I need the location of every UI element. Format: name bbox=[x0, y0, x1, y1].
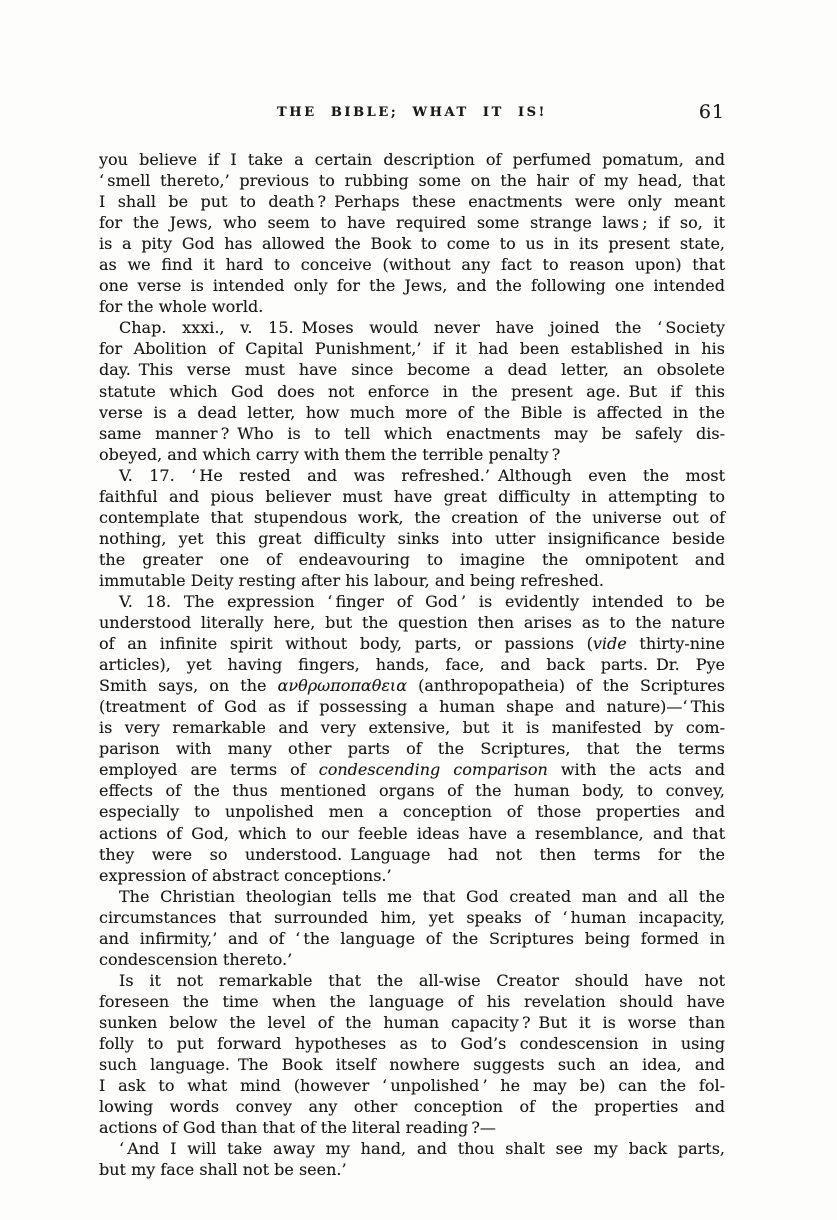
text-line: foreseen the time when the language of his revelation should have bbox=[99, 991, 725, 1011]
text-line: one verse is intended only for the Jews, and the following one intended bbox=[99, 276, 725, 296]
text-line: Chap. xxxi., v. 15. Moses would never have joined the ‘ Society bbox=[119, 318, 725, 338]
text-line: effects of the thus mentioned organs of the human body, to convey, bbox=[99, 781, 725, 801]
text-line: I shall be put to death ? Perhaps these enactments were only meant bbox=[99, 192, 725, 212]
text-line: I ask to what mind (however ‘ unpolished ’ he may be) can the fol- bbox=[99, 1076, 725, 1096]
text-line: they were so understood. Language had not then terms for the bbox=[99, 844, 725, 864]
paragraph bbox=[99, 317, 725, 464]
text-line: such language. The Book itself nowhere suggests such an idea, and bbox=[99, 1055, 725, 1075]
text-line: ‘ And I will take away my hand, and thou shalt see my back parts, bbox=[119, 1139, 725, 1159]
text-line: sunken below the level of the human capacity ? But it is worse than bbox=[99, 1012, 725, 1032]
page-number: 61 bbox=[698, 101, 725, 123]
text-line: articles), yet having fingers, hands, face, and back parts. Dr. Pye bbox=[99, 655, 725, 675]
text-line: but my face shall not be seen.’ bbox=[99, 1160, 347, 1180]
text-line: ‘ smell thereto,’ previous to rubbing some on the hair of my head, that bbox=[99, 171, 725, 191]
paragraph bbox=[99, 149, 725, 317]
text-line: is a pity God has allowed the Book to come to us in its present state, bbox=[99, 234, 725, 254]
text-line: especially to unpolished men a conception of those properties and bbox=[99, 802, 725, 822]
text-line: lowing words convey any other conception of the properties and bbox=[99, 1097, 725, 1117]
text-line: and infirmity,’ and of ‘ the language of the Scriptures being formed in bbox=[99, 928, 725, 948]
text-line: faithful and pious believer must have great difficulty in attempting to bbox=[99, 486, 725, 506]
text-line: employed are terms of condescending comparison with the acts and bbox=[99, 760, 725, 780]
page-title: THE BIBLE; WHAT IT IS! bbox=[277, 105, 547, 120]
text-line: parison with many other parts of the Scriptures, that the terms bbox=[99, 739, 725, 759]
text-line: Is it not remarkable that the all-wise Creator should have not bbox=[119, 970, 725, 990]
paragraph bbox=[99, 591, 725, 886]
text-line: for Abolition of Capital Punishment,’ if it had been established in his bbox=[99, 339, 725, 359]
text-line: as we find it hard to conceive (without any fact to reason upon) that bbox=[99, 255, 725, 275]
page-text bbox=[99, 149, 725, 1180]
paragraph bbox=[99, 465, 725, 591]
text-line: Smith says, on the ανθρωποπαθεια (anthropopatheia) of the Scriptures bbox=[99, 676, 725, 696]
paragraph bbox=[99, 886, 725, 970]
text-line: of an infinite spirit without body, parts, or passions (vide thirty-nine bbox=[99, 634, 725, 654]
text-line: same manner ? Who is to tell which enactments may be safely dis- bbox=[99, 423, 725, 443]
text-line: nothing, yet this great difficulty sinks into utter insignificance beside bbox=[99, 528, 725, 548]
text-line: circumstances that surrounded him, yet speaks of ‘ human incapacity, bbox=[99, 907, 725, 927]
text-line: contemplate that stupendous work, the creation of the universe out of bbox=[99, 507, 725, 527]
paragraph bbox=[99, 970, 725, 1138]
text-line: day. This verse must have since become a dead letter, an obsolete bbox=[99, 360, 725, 380]
text-line: for the whole world. bbox=[99, 297, 264, 317]
text-line: actions of God than that of the literal reading ?— bbox=[99, 1118, 496, 1138]
text-line: the greater one of endeavouring to imagine the omnipotent and bbox=[99, 549, 725, 569]
text-line: immutable Deity resting after his labour, and being refreshed. bbox=[99, 570, 604, 590]
paragraph bbox=[99, 1138, 725, 1180]
text-line: expression of abstract conceptions.’ bbox=[99, 865, 392, 885]
text-line: V. 17. ‘ He rested and was refreshed.’ Although even the most bbox=[119, 465, 725, 485]
text-line: V. 18. The expression ‘ finger of God ’ is evidently intended to be bbox=[119, 591, 725, 611]
text-line: understood literally here, but the question then arises as to the nature bbox=[99, 613, 725, 633]
running-header bbox=[99, 101, 725, 129]
text-line: verse is a dead letter, how much more of the Bible is affected in the bbox=[99, 402, 725, 422]
text-line: The Christian theologian tells me that God created man and all the bbox=[119, 886, 725, 906]
text-line: (treatment of God as if possessing a human shape and nature)—‘ This bbox=[99, 697, 725, 717]
text-line: is very remarkable and very extensive, but it is manifested by com- bbox=[99, 718, 725, 738]
text-line: actions of God, which to our feeble ideas have a resemblance, and that bbox=[99, 823, 725, 843]
text-line: folly to put forward hypotheses as to God’s condescension in using bbox=[99, 1033, 725, 1053]
text-line: for the Jews, who seem to have required some strange laws ; if so, it bbox=[99, 213, 725, 233]
text-line: you believe if I take a certain description of perfumed pomatum, and bbox=[99, 150, 725, 169]
text-line: condescension thereto.’ bbox=[99, 949, 293, 969]
text-line: obeyed, and which carry with them the terrible penalty ? bbox=[99, 444, 561, 464]
text-line: statute which God does not enforce in the present age. But if this bbox=[99, 381, 725, 401]
